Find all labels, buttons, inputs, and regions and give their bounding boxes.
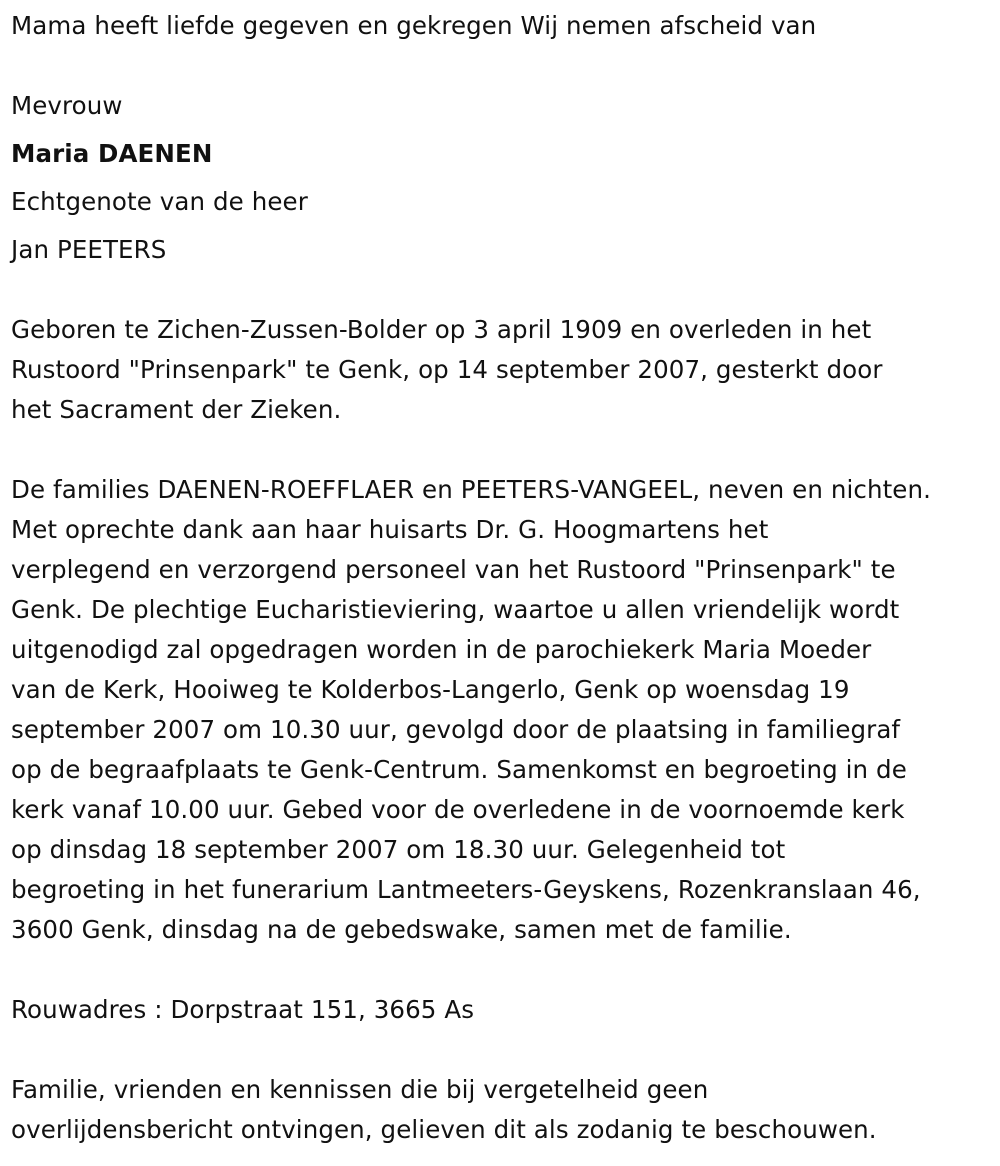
families-line: De families DAENEN-ROEFFLAER en PEETERS-VANGEEL, neven en nichten. <box>11 475 931 504</box>
families-line: op de begraafplaats te Genk-Centrum. Samenkomst en begroeting in de <box>11 755 907 784</box>
families-line: Genk. De plechtige Eucharistieviering, waartoe u allen vriendelijk wordt <box>11 595 900 624</box>
spouse-label: Echtgenote van de heer <box>11 187 308 216</box>
mourning-address: Rouwadres : Dorpstraat 151, 3665 As <box>11 995 475 1024</box>
families-line: op dinsdag 18 september 2007 om 18.30 uur. Gelegenheid tot <box>11 835 786 864</box>
closing-line: overlijdensbericht ontvingen, gelieven dit als zodanig te beschouwen. <box>11 1115 877 1144</box>
spouse-name: Jan PEETERS <box>11 235 167 264</box>
families-line: van de Kerk, Hooiweg te Kolderbos-Langerlo, Genk op woensdag 19 <box>11 675 850 704</box>
families-line: verplegend en verzorgend personeel van het Rustoord "Prinsenpark" te <box>11 555 896 584</box>
families-line: kerk vanaf 10.00 uur. Gebed voor de overledene in de voornoemde kerk <box>11 795 905 824</box>
birth-death-line: het Sacrament der Zieken. <box>11 395 342 424</box>
families-line: begroeting in het funerarium Lantmeeters-Geyskens, Rozenkranslaan 46, <box>11 875 921 904</box>
closing-line: Familie, vrienden en kennissen die bij vergetelheid geen <box>11 1075 709 1104</box>
families-line: uitgenodigd zal opgedragen worden in de parochiekerk Maria Moeder <box>11 635 872 664</box>
families-line: september 2007 om 10.30 uur, gevolgd door de plaatsing in familiegraf <box>11 715 901 744</box>
families-line: 3600 Genk, dinsdag na de gebedswake, samen met de familie. <box>11 915 792 944</box>
deceased-name: Maria DAENEN <box>11 139 213 168</box>
birth-death-line: Geboren te Zichen-Zussen-Bolder op 3 april 1909 en overleden in het <box>11 315 872 344</box>
families-line: Met oprechte dank aan haar huisarts Dr. G. Hoogmartens het <box>11 515 769 544</box>
intro-line: Mama heeft liefde gegeven en gekregen Wij nemen afscheid van <box>11 11 817 40</box>
salutation: Mevrouw <box>11 91 123 120</box>
birth-death-line: Rustoord "Prinsenpark" te Genk, op 14 september 2007, gesterkt door <box>11 355 883 384</box>
